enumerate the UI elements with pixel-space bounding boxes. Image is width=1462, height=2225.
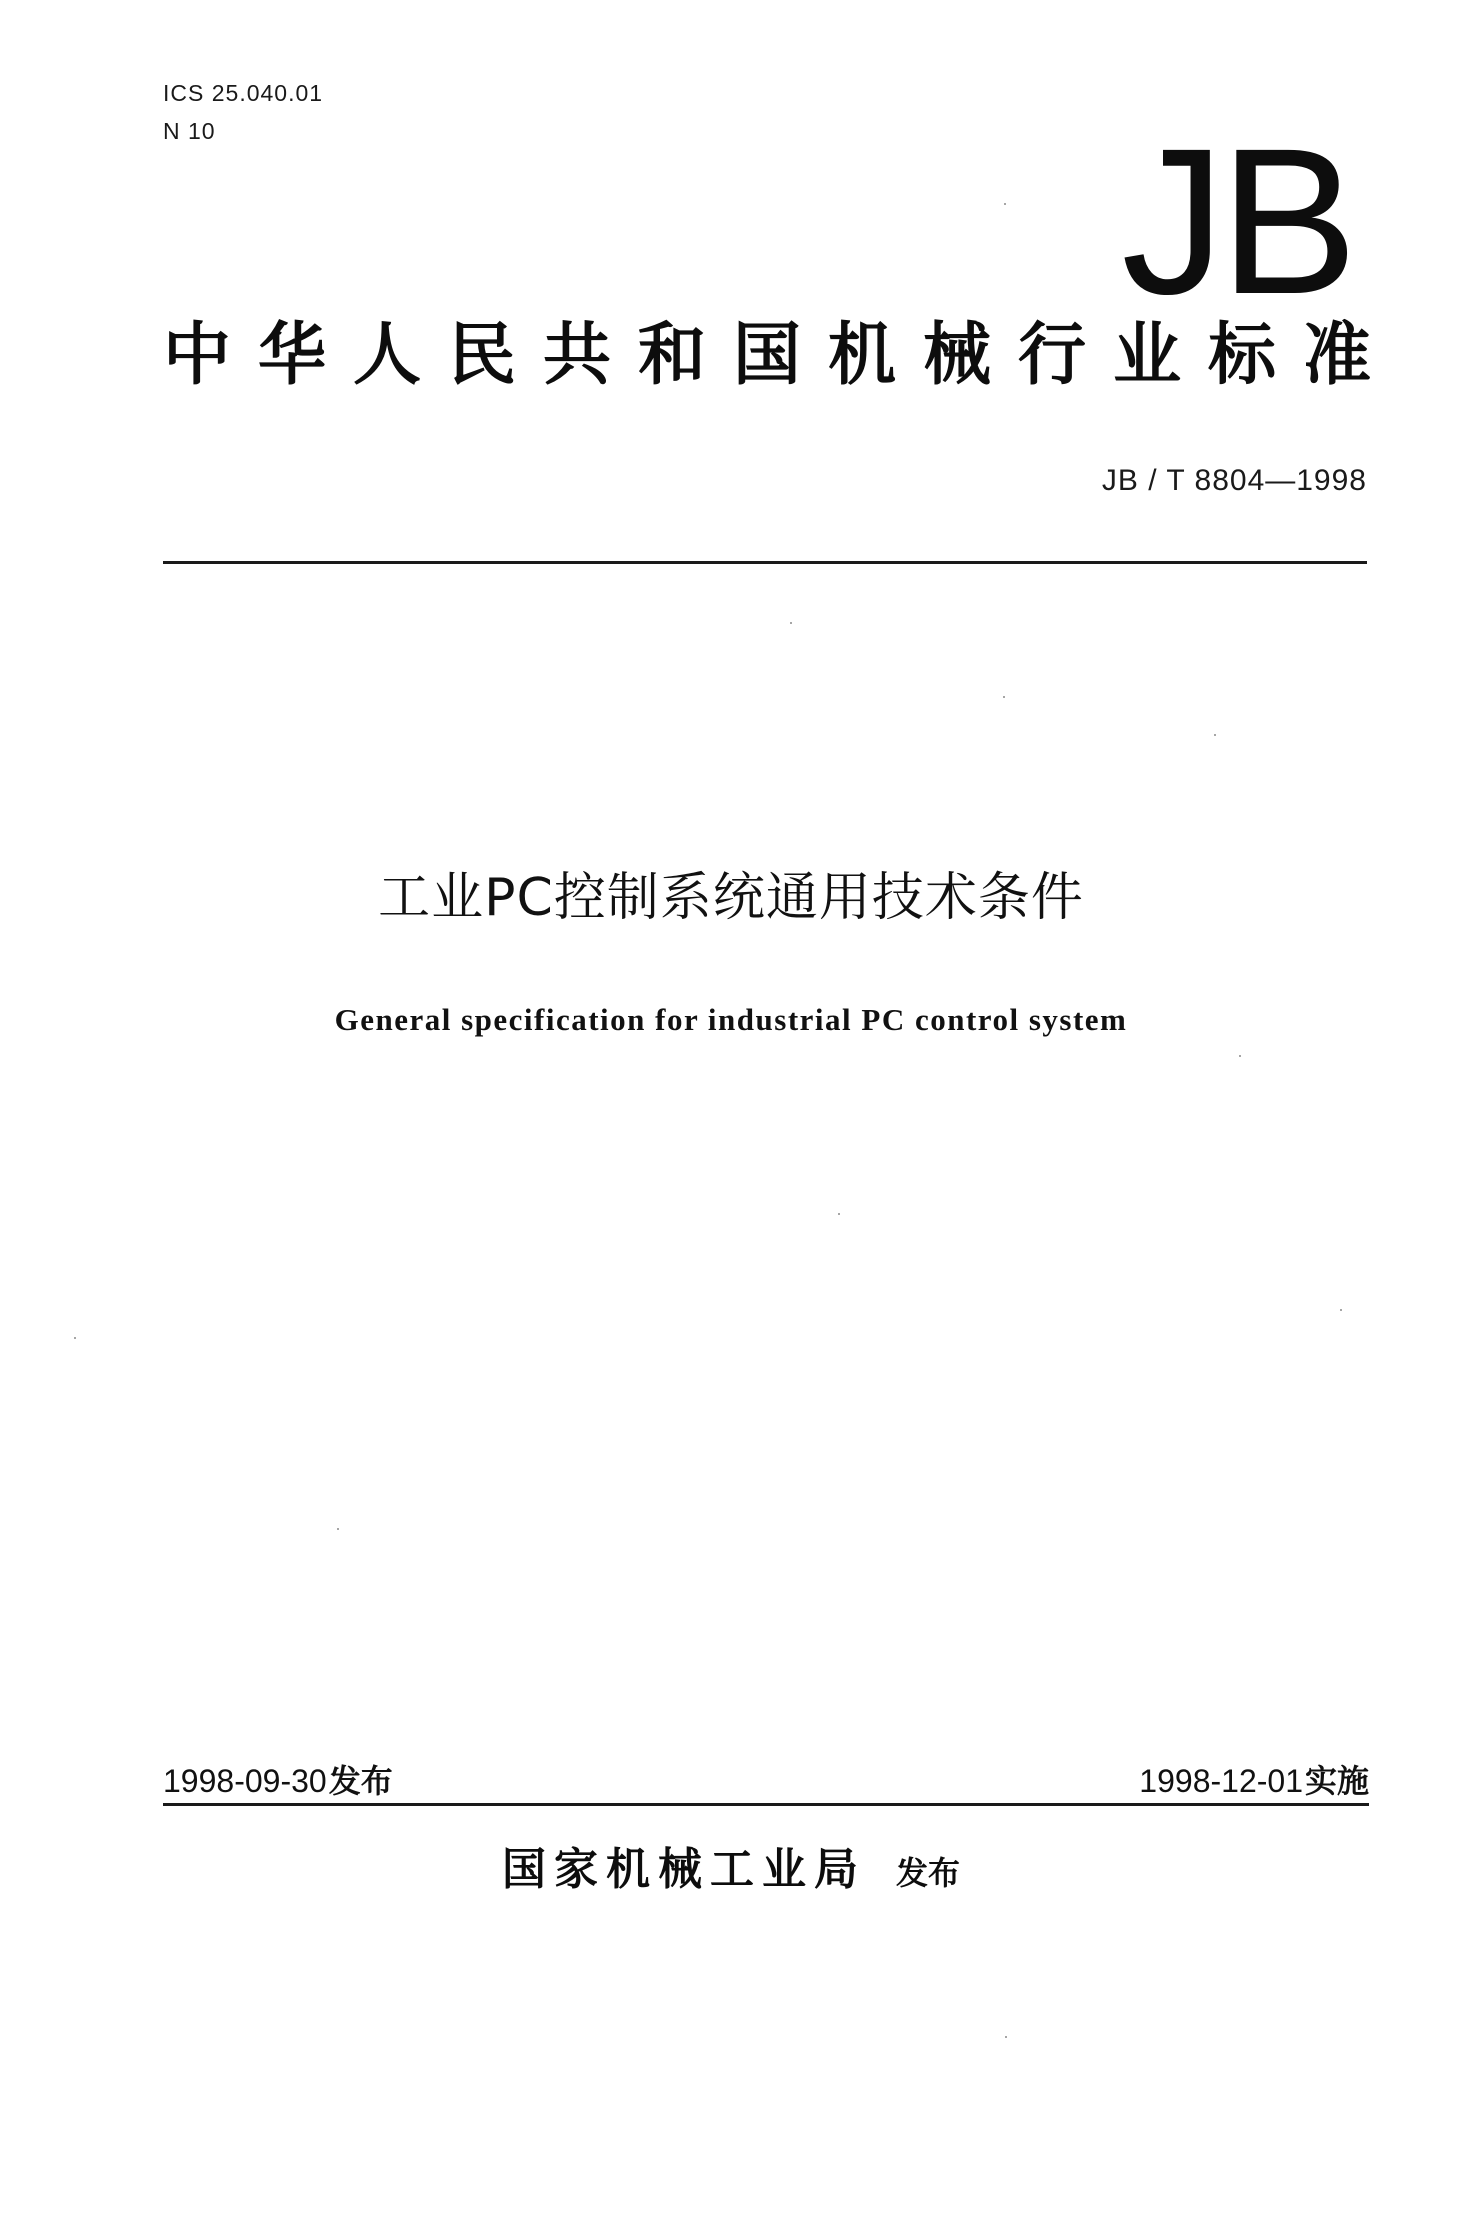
- top-divider: [163, 561, 1367, 564]
- standard-number: JB / T 8804—1998: [1101, 464, 1367, 497]
- ics-code: ICS 25.040.01: [163, 80, 324, 106]
- scan-speck: [1214, 734, 1216, 736]
- implement-date: 1998-12-01: [1139, 1763, 1303, 1799]
- scan-speck: [337, 1528, 339, 1530]
- scan-speck: [1005, 2036, 1007, 2038]
- ccs-code: N 10: [163, 118, 216, 144]
- issue-date-line: [163, 1756, 393, 1802]
- jb-logo: JB: [1121, 106, 1352, 338]
- scan-speck: [1340, 1309, 1342, 1311]
- issuer-name: 国家机械工业局: [501, 1844, 866, 1895]
- document-title-chinese: 工业PC控制系统通用技术条件: [378, 868, 1084, 928]
- scan-speck: [790, 622, 792, 624]
- org-title: 中华人民共和国机械行业标准: [163, 315, 1371, 395]
- issue-label: 发布: [328, 1762, 393, 1800]
- scan-speck: [1003, 696, 1005, 698]
- document-title-english: General specification for industrial PC control system: [334, 1002, 1128, 1037]
- scan-speck: [74, 1337, 76, 1339]
- issuer-line: [0, 1833, 1462, 1897]
- implement-date-line: [1139, 1756, 1369, 1802]
- implement-label: 实施: [1304, 1762, 1369, 1800]
- scan-speck: [838, 1213, 840, 1215]
- issue-date: 1998-09-30: [163, 1763, 327, 1799]
- scan-speck: [1004, 203, 1006, 205]
- scan-speck: [1239, 1055, 1241, 1057]
- bottom-divider: [163, 1803, 1369, 1806]
- issuer-action: 发布: [895, 1854, 960, 1892]
